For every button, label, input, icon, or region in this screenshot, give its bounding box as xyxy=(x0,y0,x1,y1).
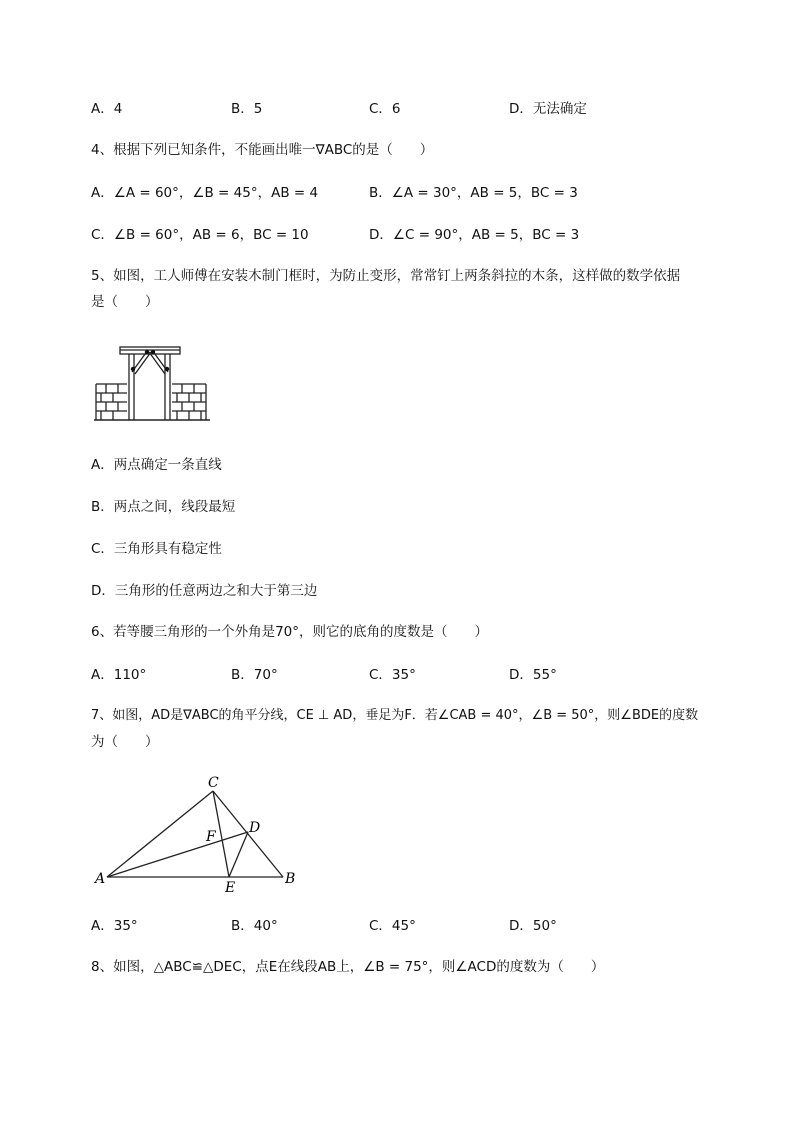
q4-option-c: C．∠B = 60°，AB = 6，BC = 10 xyxy=(91,227,309,243)
q5-stem-line1: 5、如图，工人师傅在安装木制门框时，为防止变形，常常钉上两条斜拉的木条，这样做的数学依据 xyxy=(91,268,681,284)
q3-option-c: C．6 xyxy=(369,101,401,117)
q6-option-c: C．35° xyxy=(369,667,416,683)
q6-option-d: D．55° xyxy=(509,667,557,683)
label-a: A xyxy=(95,871,106,887)
label-b: B xyxy=(285,871,296,887)
segment-cb xyxy=(213,791,283,877)
label-d: D xyxy=(249,820,261,836)
q7-stem-line2: 为（ ） xyxy=(91,734,159,750)
q4-option-a: A．∠A = 60°，∠B = 45°，AB = 4 xyxy=(91,185,319,201)
q7-option-a: A．35° xyxy=(91,918,138,934)
q5-option-a: A．两点确定一条直线 xyxy=(91,457,222,473)
q6-stem: 6、若等腰三角形的一个外角是70°，则它的底角的度数是（ ） xyxy=(91,624,489,640)
label-c: C xyxy=(208,775,219,791)
q6-option-a: A．110° xyxy=(91,667,147,683)
q3-option-a: A．4 xyxy=(91,101,123,117)
q7-option-d: D．50° xyxy=(509,918,557,934)
q4-stem: 4、根据下列已知条件，不能画出唯一∇ABC的是（ ） xyxy=(91,142,434,158)
segment-de xyxy=(229,832,248,877)
q7-stem-line1: 7、如图，AD是∇ABC的角平分线，CE ⊥ AD，垂足为F．若∠CAB = 40°，∠B = 50°，则∠BDE的度数 xyxy=(91,708,699,723)
label-e: E xyxy=(225,880,236,896)
q5-option-b: B．两点之间，线段最短 xyxy=(91,499,236,515)
door-frame-figure xyxy=(92,338,212,426)
q7-option-c: C．45° xyxy=(369,918,416,934)
segment-ac xyxy=(107,791,213,877)
q5-option-c: C．三角形具有稳定性 xyxy=(91,541,222,557)
q4-option-b: B．∠A = 30°，AB = 5，BC = 3 xyxy=(369,185,578,201)
q4-option-d: D．∠C = 90°，AB = 5，BC = 3 xyxy=(369,227,580,243)
triangle-figure xyxy=(92,772,307,897)
label-f: F xyxy=(206,829,216,845)
q5-stem-line2: 是（ ） xyxy=(91,294,159,310)
q7-option-b: B．40° xyxy=(231,918,278,934)
segment-ad xyxy=(107,832,248,877)
q8-stem: 8、如图，△ABC≌△DEC，点E在线段AB上，∠B = 75°，则∠ACD的度数为（ ） xyxy=(91,959,605,975)
q3-option-d: D．无法确定 xyxy=(509,101,587,117)
q3-option-b: B．5 xyxy=(231,101,263,117)
q6-option-b: B．70° xyxy=(231,667,278,683)
q5-option-d: D．三角形的任意两边之和大于第三边 xyxy=(91,583,318,599)
